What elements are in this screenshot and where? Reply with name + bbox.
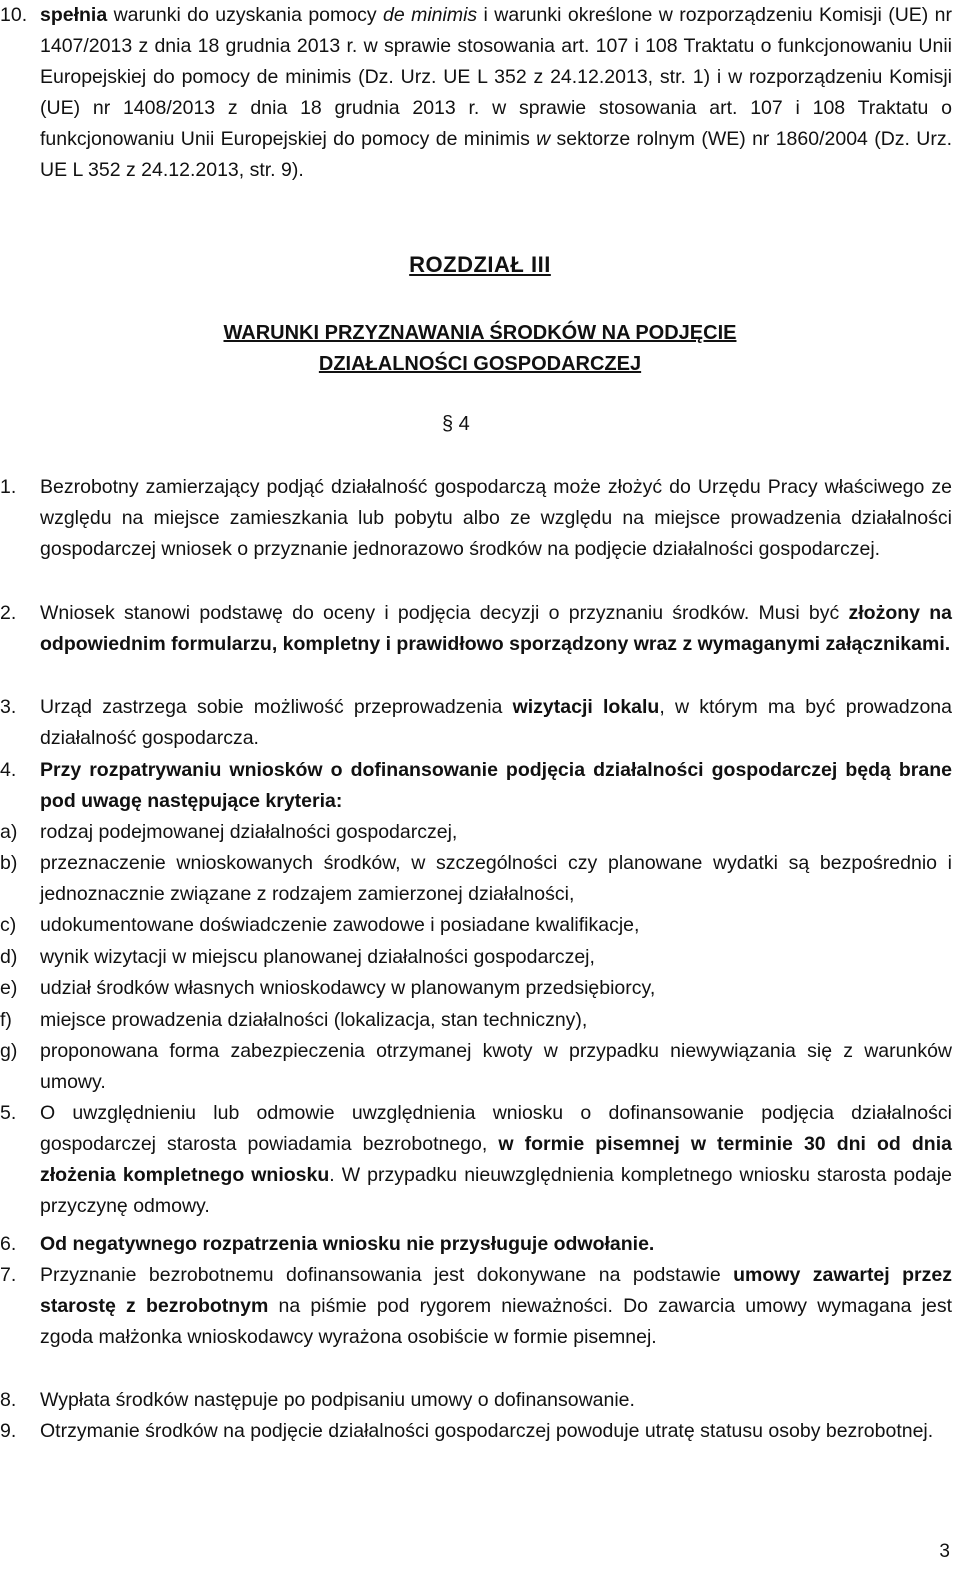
paragraph-3: 3. Urząd zastrzega sobie możliwość przeprowadzenia wizytacji lokalu, w którym ma być prowadzona działalność gospodarcza. [0, 696, 952, 749]
bold-text: w formie pisemnej w terminie 30 dni od dnia złożenia kompletnego wniosku [40, 1133, 952, 1186]
paragraph-6: 6. Od negatywnego rozpatrzenia wniosku nie przysługuje odwołanie. [0, 1233, 655, 1255]
paragraph-1: 1. Bezrobotny zamierzający podjąć działalność gospodarczą może złożyć do Urzędu Pracy właściwego ze względu na miejsce zamieszkania lub pobytu albo ze względu na miejsce prowadzenia działalności gospodarczej wniosek o przyznanie jednorazowo środków na podjęcie działalności gospodarczej. [0, 476, 952, 560]
criteria-item-g: g) proponowana forma zabezpieczenia otrzymanej kwoty w przypadku niewywiązania się z warunków umowy. [0, 1040, 952, 1093]
paragraph-5: 5. O uwzględnieniu lub odmowie uwzględnienia wniosku o dofinansowanie podjęcia działalności gospodarczej starosta powiadamia bezrobotnego, w formie pisemnej w terminie 30 dni od dnia złożenia kompletnego wniosku. W przypadku nieuwzględnienia kompletnego wniosku starosta podaje przyczynę odmowy. [0, 1102, 952, 1217]
criteria-item-c: c) udokumentowane doświadczenie zawodowe i posiadane kwalifikacje, [0, 914, 640, 936]
italic-text: w [536, 128, 551, 150]
section-sign: § 4 [442, 413, 470, 435]
chapter-heading: ROZDZIAŁ III [409, 252, 551, 277]
paragraph-10: 10. spełnia warunki do uzyskania pomocy de minimis i warunki określone w rozporządzeniu Komisji (UE) nr 1407/2013 z dnia 18 grudnia 2013 r. w sprawie stosowania art. 107 i 108 Traktatu o funkcjonowaniu Unii Europejskiej do pomocy de minimis (Dz. Urz. UE L 352 z 24.12.2013, str. 1) i w rozporządzeniu Komisji (UE) nr 1408/2013 z dnia 18 grudnia 2013 r. w sprawie stosowania art. 107 i 108 Traktatu o funkcjonowaniu Unii Europejskiej do pomocy de minimis w sektorze rolnym (WE) nr 1860/2004 (Dz. Urz. UE L 352 z 24.12.2013, str. 9). [0, 0, 952, 186]
bold-text: wizytacji lokalu [512, 696, 660, 718]
criteria-item-b: b) przeznaczenie wnioskowanych środków, w szczególności czy planowane wydatki są bezpośrednio i jednoznacznie związane z rodzajem zamierzonej działalności, [0, 852, 952, 905]
bold-text: Przy rozpatrywaniu wniosków o dofinansowanie podjęcia działalności gospodarczej będą brane pod uwagę następujące kryteria: [40, 759, 952, 812]
criteria-item-d: d) wynik wizytacji w miejscu planowanej działalności gospodarczej, [0, 946, 595, 968]
italic-text: de minimis [383, 4, 478, 26]
bold-text: spełnia [40, 4, 108, 26]
chapter-title: WARUNKI PRZYZNAWANIA ŚRODKÓW NA PODJĘCIE DZIAŁALNOŚCI GOSPODARCZEJ [223, 322, 737, 375]
bold-text: Od negatywnego rozpatrzenia wniosku nie przysługuje odwołanie. [40, 1233, 655, 1255]
paragraph-number: 10. [0, 4, 28, 26]
paragraph-9: 9. Otrzymanie środków na podjęcie działalności gospodarczej powoduje utratę statusu osoby bezrobotnej. [0, 1420, 934, 1442]
bold-text: złożony na odpowiednim formularzu, kompletny i prawidłowo sporządzony wraz z wymaganymi załącznikami. [40, 602, 953, 655]
paragraph-8: 8. Wypłata środków następuje po podpisaniu umowy o dofinansowanie. [0, 1389, 635, 1411]
paragraph-7: 7. Przyznanie bezrobotnemu dofinansowania jest dokonywane na podstawie umowy zawartej przez starostę z bezrobotnym na piśmie pod rygorem nieważności. Do zawarcia umowy wymagana jest zgoda małżonka wnioskodawcy wyrażona osobiście w formie pisemnej. [0, 1264, 953, 1348]
bold-text: umowy zawartej przez starostę z bezrobotnym [40, 1264, 952, 1317]
criteria-item-e: e) udział środków własnych wnioskodawcy w planowanym przedsiębiorcy, [0, 977, 656, 999]
page-number: 3 [939, 1541, 950, 1562]
criteria-item-f: f) miejsce prowadzenia działalności (lokalizacja, stan techniczny), [0, 1009, 588, 1031]
paragraph-4: 4. Przy rozpatrywaniu wniosków o dofinansowanie podjęcia działalności gospodarczej będą brane pod uwagę następujące kryteria: [0, 759, 952, 812]
criteria-item-a: a) rodzaj podejmowanej działalności gospodarczej, [0, 821, 458, 843]
paragraph-2: 2. Wniosek stanowi podstawę do oceny i podjęcia decyzji o przyznaniu środków. Musi być złożony na odpowiednim formularzu, kompletny i prawidłowo sporządzony wraz z wymaganymi załącznikami. [0, 602, 953, 655]
